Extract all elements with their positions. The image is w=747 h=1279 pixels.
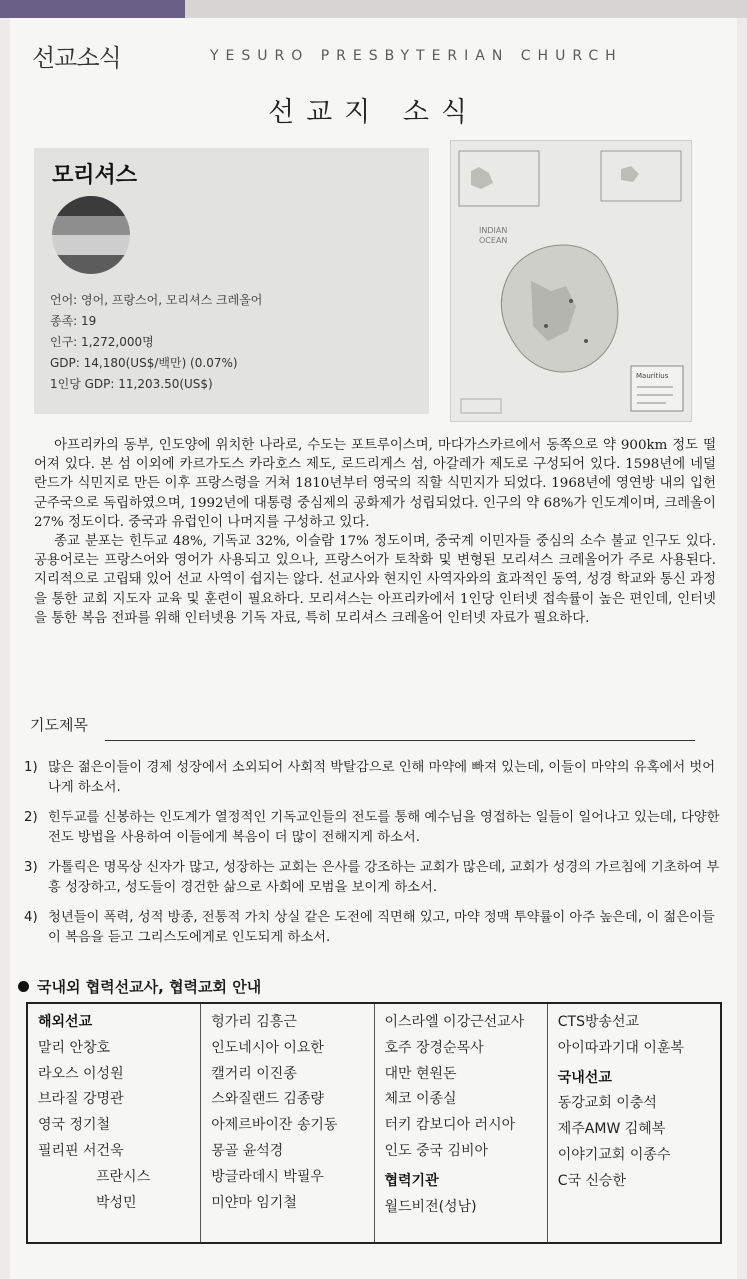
top-strip (0, 0, 747, 18)
partner-item: 브라질 강명관 (38, 1091, 124, 1108)
prayer-text: 힌두교를 신봉하는 인도계가 열정적인 기독교인들의 전도를 통해 예수님을 영접하는 일들이 일어나고 있는데, 다양한 전도 방법을 사용하여 이들에게 복음이 더 많이 전해지게 하소서. (48, 810, 720, 845)
partner-item: 말리 안창호 (38, 1039, 111, 1056)
partner-item: 캘거리 이진종 (211, 1065, 297, 1082)
partner-item: 인도네시아 이요한 (211, 1039, 324, 1056)
country-name: 모리셔스 (52, 163, 138, 188)
country-stats (50, 290, 262, 395)
body-paragraph: 종교 분포는 힌두교 48%, 기독교 32%, 이슬람 17% 정도이며, 중국계 이민자들 중심의 소수 불교 인구도 있다. 공용어로는 프랑스어와 영어가 사용되고 있으나, 프랑스어가 토착화 및 변형된 모리셔스 크레올어가 주로 사용된다. 지리적으로 고립돼 있어 선교 사역이 쉽지는 않다. 선교사와 현지인 사역자와의 효과적인 동역, 성경 학교와 통신 과정을 통한 교회 지도자 교육 및 훈련이 필요하다. 모리셔스는 아프리카에서 1인당 인터넷 접속률이 높은 편인데, 인터넷을 통한 복음 전파를 위해 인터넷용 기독 자료, 특히 모리셔스 크레올어 인터넷 자료가 필요하다. (34, 534, 716, 626)
prayer-heading: 기도제목 (30, 716, 88, 734)
partner-item: 몽골 윤석경 (211, 1142, 284, 1159)
prayer-list (24, 758, 724, 958)
prayer-text: 가톨릭은 명목상 신자가 많고, 성장하는 교회는 은사를 강조하는 교회가 많은데, 교회가 성경의 가르침에 기초하여 부흥 성장하고, 성도들이 경건한 삶으로 사회에 모범을 보이게 하소서. (48, 860, 720, 895)
partners-column-2 (201, 1004, 374, 1242)
partner-item: 방글라데시 박필우 (211, 1168, 324, 1185)
church-name: YESURO PRESBYTERIAN CHURCH (210, 48, 623, 64)
partner-item: 스와질랜드 김종량 (211, 1091, 324, 1108)
flag-stripe-4 (52, 255, 130, 275)
stat-gdp-per-capita: 1인당 GDP: 11,203.50(US$) (50, 377, 213, 391)
page (10, 18, 737, 1279)
prayer-number: 4) (24, 910, 38, 925)
body-paragraph: 아프리카의 동부, 인도양에 위치한 나라로, 수도는 포트루이스며, 마다가스카르에서 동쪽으로 약 900km 정도 떨어져 있다. 본 섬 이외에 카르가도스 카라호스 제도, 로드리게스 섬, 아갈레가 제도로 구성되어 있다. 1598년에 네덜란드가 식민지로 만든 이후 프랑스령을 거쳐 1810년부터 영국의 직할 식민지가 되었다. 1968년에 영연방 내의 입헌 군주국으로 독립하였으며, 1992년에 대통령 중심제의 공화제가 성립되었다. 인구의 약 68%가 인도계이며, 크레올이 27% 정도이다. 중국과 유럽인이 나머지를 구성하고 있다. (34, 438, 716, 530)
partner-item: 제주AMW 김혜복 (557, 1121, 666, 1138)
partner-item: 라오스 이성원 (38, 1065, 124, 1082)
map-illustration (451, 141, 691, 421)
prayer-text: 청년들이 폭력, 성적 방종, 전통적 가치 상실 같은 도전에 직면해 있고, 마약 정맥 투약률이 아주 높은데, 이 젊은이들이 복음을 듣고 그리스도에게로 인도되게 하소서. (48, 910, 715, 945)
partner-item: 체코 이종실 (384, 1091, 457, 1108)
country-description (34, 436, 716, 628)
stat-population: 인구: 1,272,000명 (50, 335, 154, 349)
partner-item: 프란시스 (96, 1168, 151, 1185)
column-subheading: 국내선교 (557, 1069, 612, 1086)
partner-item: 동강교회 이충석 (557, 1095, 657, 1112)
flag-stripe-2 (52, 216, 130, 236)
partner-item: CTS방송선교 (557, 1014, 640, 1030)
partner-item: 터키 캄보디아 러시아 (384, 1117, 516, 1134)
prayer-item (24, 858, 724, 898)
partners-heading (18, 976, 261, 997)
flag-icon (52, 196, 130, 274)
column-subheading: 해외선교 (38, 1014, 93, 1030)
page-title: 선교지 소식 (268, 97, 479, 128)
partner-item: 헝가리 김흥근 (211, 1014, 297, 1030)
map-ocean-label-2: OCEAN (479, 236, 508, 245)
partners-column-3 (375, 1004, 548, 1242)
column-subheading: 협력기관 (384, 1172, 439, 1189)
map-ocean-label-1: INDIAN (479, 226, 508, 235)
partners-column-4 (548, 1004, 720, 1242)
partner-item: 대만 현원돈 (384, 1065, 457, 1082)
partner-item: 필리핀 서건욱 (38, 1142, 124, 1159)
stat-language: 언어: 영어, 프랑스어, 모리셔스 크레올어 (50, 293, 263, 307)
partner-item: 영국 정기철 (38, 1117, 111, 1134)
partner-item: 아제르바이잔 송기동 (211, 1117, 338, 1134)
prayer-number: 3) (24, 860, 38, 875)
flag-stripe-3 (52, 235, 130, 255)
partners-column-overseas (28, 1004, 201, 1242)
partners-heading-text: 국내외 협력선교사, 협력교회 안내 (37, 978, 262, 996)
partner-item: 미얀마 임기철 (211, 1194, 297, 1211)
partner-item: 월드비전(성남) (384, 1198, 477, 1215)
partner-item: 이야기교회 이종수 (557, 1146, 671, 1163)
stat-ethnic-groups: 종족: 19 (50, 314, 97, 328)
bullet-icon (18, 981, 29, 992)
partner-item: C국 신승한 (557, 1172, 627, 1189)
country-map (450, 140, 692, 422)
partner-item: 박성민 (96, 1194, 137, 1211)
prayer-item (24, 908, 724, 948)
section-tag: 선교소식 (32, 44, 121, 72)
prayer-item (24, 758, 724, 798)
prayer-number: 2) (24, 810, 38, 825)
partner-item: 호주 장경순목사 (384, 1039, 484, 1056)
top-strip-accent (0, 0, 185, 18)
prayer-text: 많은 젊은이들이 경제 성장에서 소외되어 사회적 박탈감으로 인해 마약에 빠져 있는데, 이들이 마약의 유혹에서 벗어나게 하소서. (48, 760, 716, 795)
partner-item: 아이따과기대 이훈복 (557, 1039, 684, 1056)
prayer-underline (105, 740, 695, 741)
country-info-box (34, 148, 429, 414)
partners-table (26, 1002, 722, 1244)
flag-stripe-1 (52, 196, 130, 216)
partner-item: 인도 중국 김비아 (384, 1142, 489, 1159)
partner-item: 이스라엘 이강근선교사 (384, 1014, 525, 1030)
prayer-item (24, 808, 724, 848)
stat-gdp: GDP: 14,180(US$/백만) (0.07%) (50, 356, 238, 370)
prayer-number: 1) (24, 760, 38, 775)
map-legend-title: Mauritius (636, 372, 669, 380)
